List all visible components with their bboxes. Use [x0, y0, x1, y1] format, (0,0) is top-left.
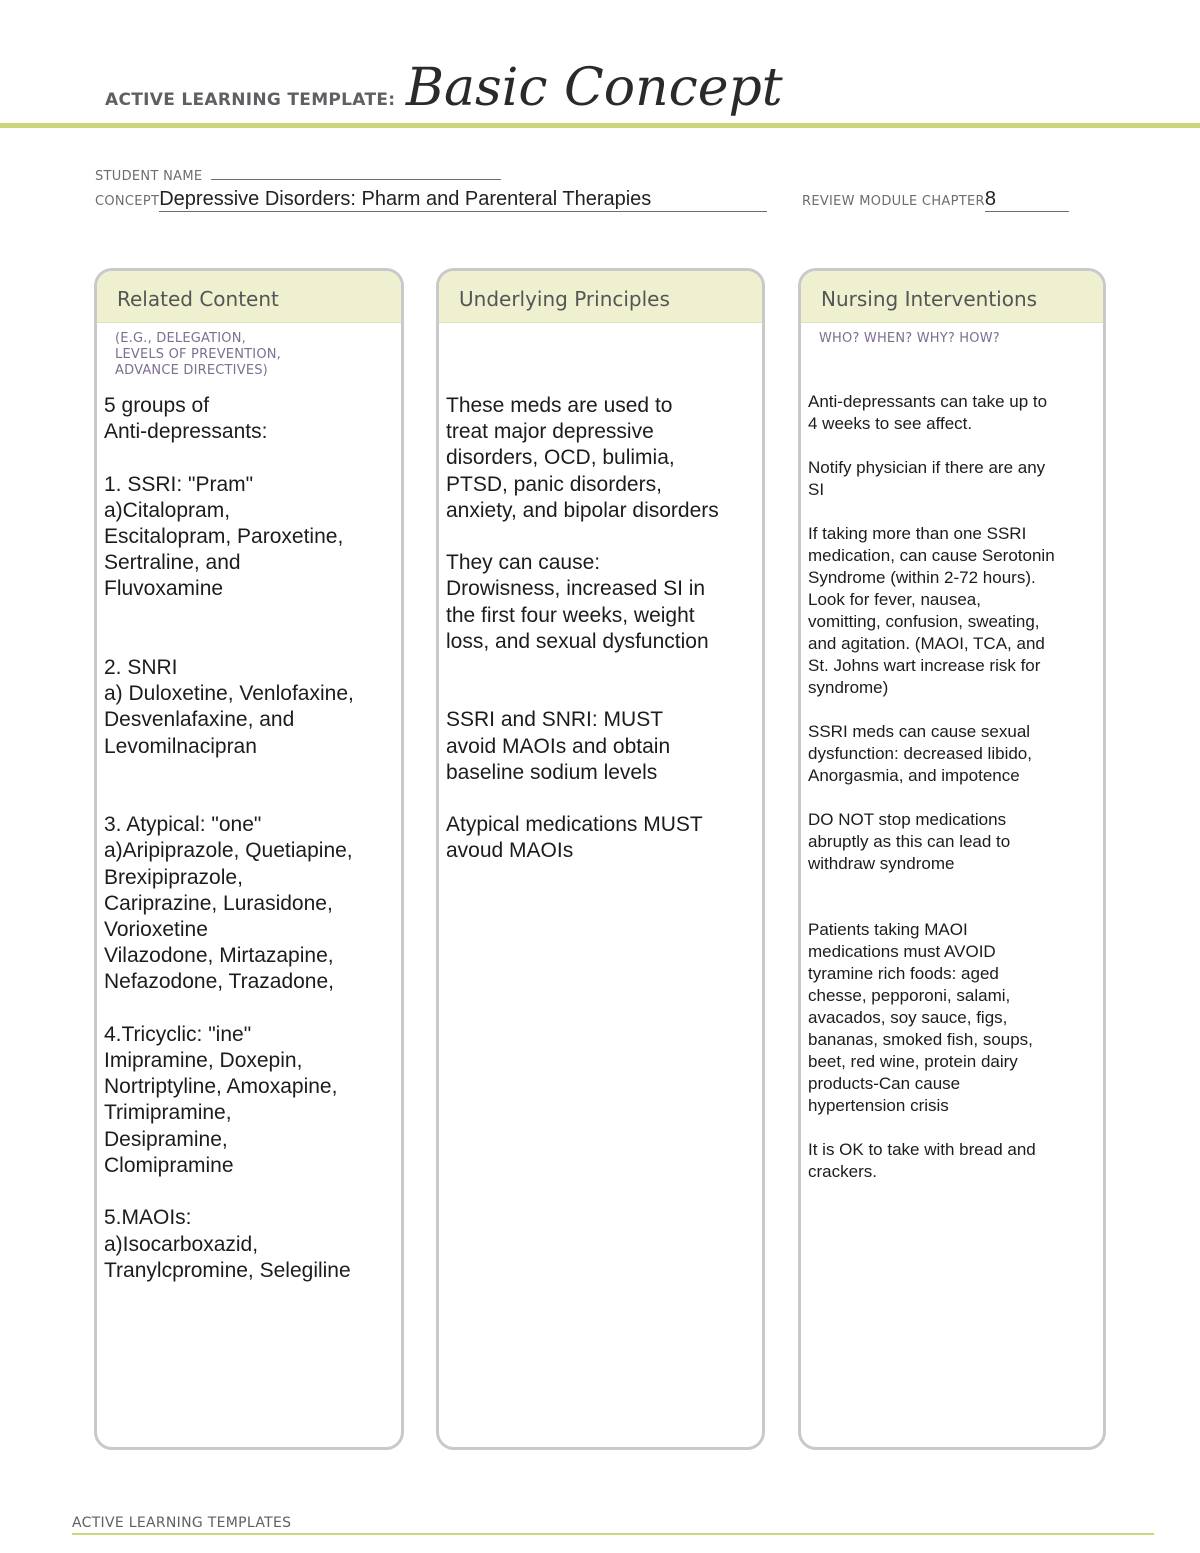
footer-divider	[72, 1533, 1154, 1535]
nursing-interventions-heading: Nursing Interventions	[801, 271, 1103, 323]
student-name-row	[95, 165, 501, 185]
chapter-field[interactable]	[985, 188, 1069, 212]
header-divider	[0, 123, 1200, 128]
concept-value: Depressive Disorders: Pharm and Parenteral Therapies	[159, 188, 652, 210]
related-content-hint: (E.G., DELEGATION, LEVELS OF PREVENTION, ADVANCE DIRECTIVES)	[115, 331, 282, 378]
chapter-label: REVIEW MODULE CHAPTER	[802, 194, 985, 209]
concept-row	[95, 188, 767, 212]
related-content-panel	[94, 268, 404, 1450]
related-content-text[interactable]: 5 groups of Anti-depressants: 1. SSRI: "Pram" a)Citalopram, Escitalopram, Paroxetine, Sertraline, and Fluvoxamine 2. SNRI a) Duloxetine, Venlofaxine, Desvenlafaxine, and Levomilnacipran 3. Atypical: "one" a)Aripiprazole, Quetiapine, Brexipiprazole, Cariprazine, Lurasidone, Vorioxetine Vilazodone, Mirtazapine, Nefazodone, Trazadone, 4.Tricyclic: "ine" Imipramine, Doxepin, Nortriptyline, Amoxapine, Trimipramine, Desipramine, Clomipramine 5.MAOIs: a)Isocarboxazid, Tranylcpromine, Selegiline	[104, 394, 354, 1282]
template-label: ACTIVE LEARNING TEMPLATE:	[105, 90, 396, 110]
nursing-interventions-text[interactable]: Anti-depressants can take up to 4 weeks to see affect. Notify physician if there are any SI If taking more than one SSRI medication, can cause Serotonin Syndrome (within 2-72 hours). Look for fever, nausea, vomitting, confusion, sweating, and agitation. (MAOI, TCA, and St. Johns wart increase risk for syndrome) SSRI meds can cause sexual dysfunction: decreased libido, Anorgasmia, and impotence DO NOT stop medications abruptly as this can lead to withdraw syndrome Patients taking MAOI medications must AVOID tyramine rich foods: aged chesse, pepporoni, salami, avacados, soy sauce, figs, bananas, smoked fish, soups, beet, red wine, protein dairy products-Can cause hypertension crisis It is OK to take with bread and crackers.	[808, 392, 1055, 1181]
underlying-principles-panel	[436, 268, 765, 1450]
related-content-heading: Related Content	[97, 271, 401, 323]
footer-label: ACTIVE LEARNING TEMPLATES	[72, 1515, 292, 1531]
student-name-field[interactable]	[211, 165, 501, 180]
concept-field[interactable]	[159, 188, 767, 212]
nursing-interventions-panel	[798, 268, 1106, 1450]
concept-label: CONCEPT	[95, 194, 160, 209]
template-header	[105, 58, 783, 118]
page-title: Basic Concept	[405, 58, 783, 118]
underlying-principles-heading: Underlying Principles	[439, 271, 762, 323]
nursing-interventions-hint: WHO? WHEN? WHY? HOW?	[819, 331, 1000, 346]
chapter-row	[802, 188, 1069, 212]
underlying-principles-text[interactable]: These meds are used to treat major depressive disorders, OCD, bulimia, PTSD, panic disorders, anxiety, and bipolar disorders They can cause: Drowisness, increased SI in the first four weeks, weight loss, and sexual dysfunction SSRI and SNRI: MUST avoid MAOIs and obtain baseline sodium levels Atypical medications MUST avoud MAOIs	[446, 394, 719, 863]
chapter-value: 8	[984, 188, 996, 210]
student-name-label: STUDENT NAME	[95, 169, 203, 184]
